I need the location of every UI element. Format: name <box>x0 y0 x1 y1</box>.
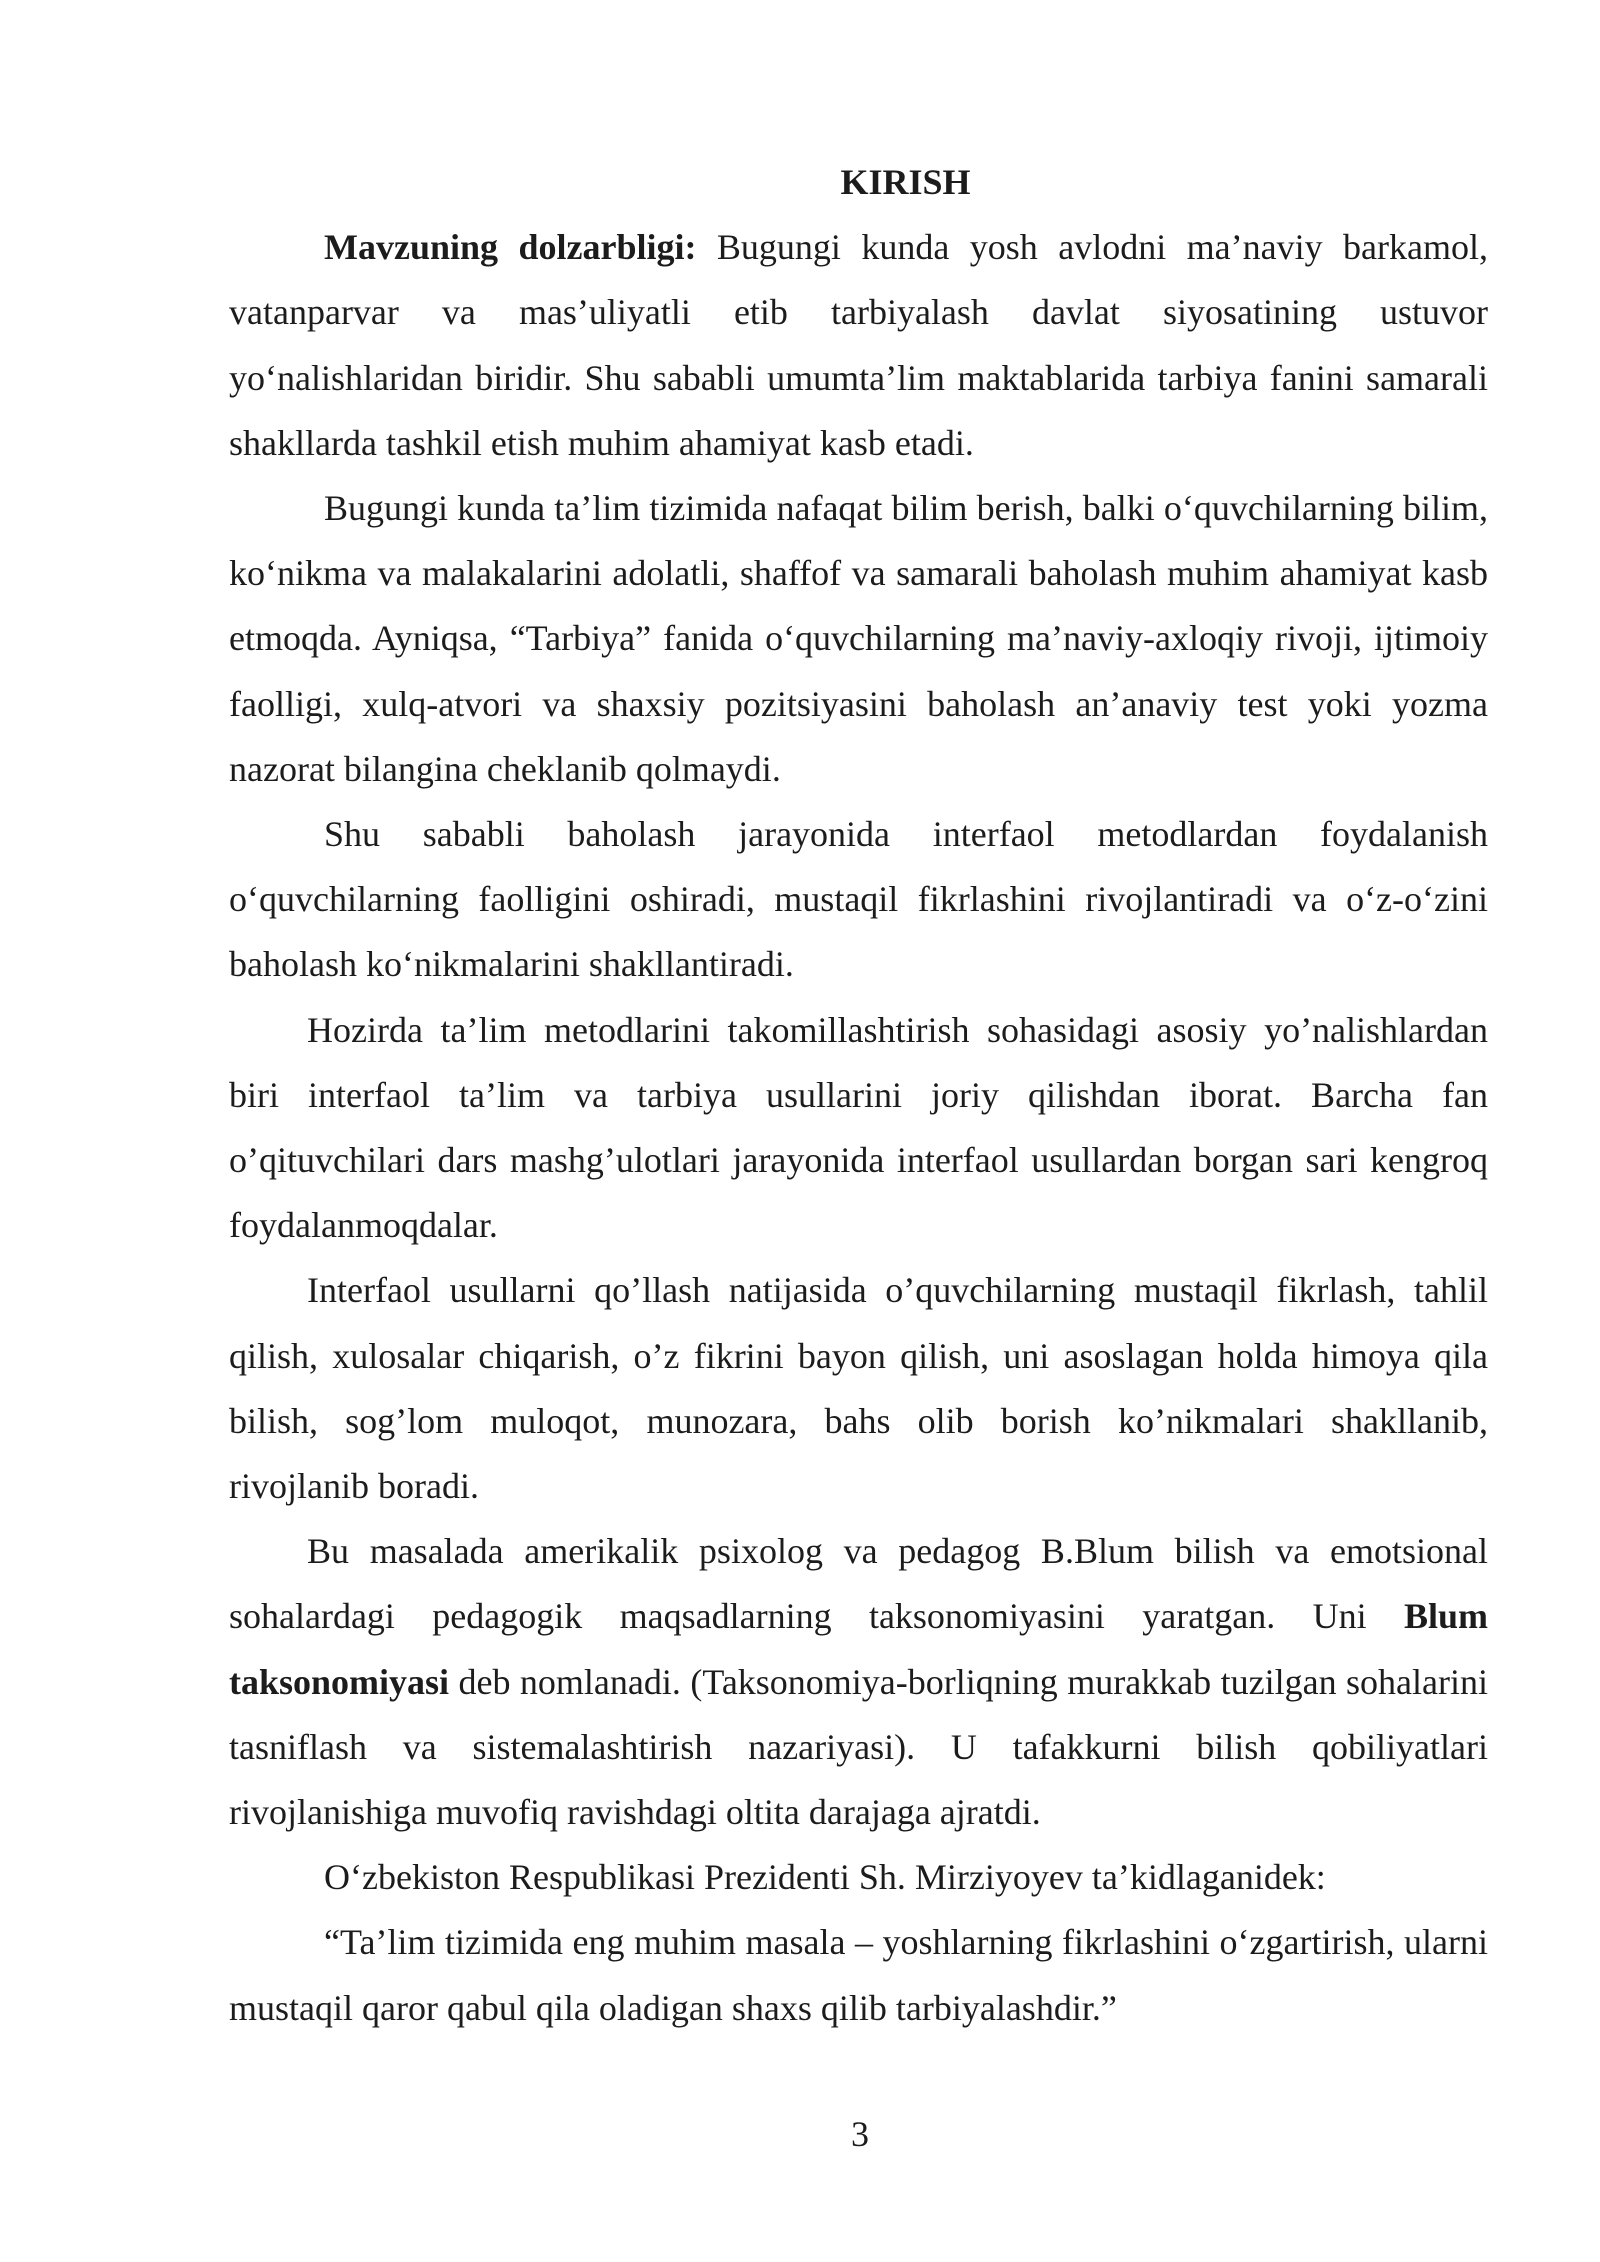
paragraph-relevance <box>229 215 1488 476</box>
bloom-term: Blum taksonomiyasi <box>229 1596 1488 1702</box>
bloom-text-after: deb nomlanadi. (Taksonomiya-borliqning murakkab tuzilgan sohalarini tasniflash va sistemalashtirish nazariyasi). U tafakkurni bilish qobiliyatlari rivojlanishiga muvofiq ravishdagi oltita darajaga ajratdi. <box>229 1661 1488 1833</box>
paragraph-interactive-methods: Shu sababli baholash jarayonida interfaol metodlardan foydalanish o‘quvchilarning faolligini oshiradi, mustaqil fikrlashini rivojlantiradi va o‘z-o‘zini baholash ko‘nikmalarini shakllantiradi. <box>229 814 1488 985</box>
page-number: 3 <box>851 2114 869 2154</box>
paragraph-improvement: Hozirda ta’lim metodlarini takomillashtirish sohasidagi asosiy yo’nalishlardan biri interfaol ta’lim va tarbiya usullarini joriy qilishdan iborat. Barcha fan o’qituvchilari dars mashg’ulotlari jarayonida interfaol usullardan borgan sari kengroq foydalanmoqdalar. <box>229 1009 1488 1246</box>
bloom-text-before: Bu masalada amerikalik psixolog va pedagog B.Blum bilish va emotsional sohalardagi pedagogik maqsadlarning taksonomiyasini yaratgan. Uni <box>229 1531 1488 1637</box>
paragraph-assessment: Bugungi kunda ta’lim tizimida nafaqat bilim berish, balki o‘quvchilarning bilim, ko‘nikma va malakalarini adolatli, shaffof va samarali baholash muhim ahamiyat kasb etmoqda. Ayniqsa, “Tarbiya” fanida o‘quvchilarning ma’naviy-axloqiy rivoji, ijtimoiy faolligi, xulq-atvori va shaxsiy pozitsiyasini baholash an’anaviy test yoki yozma nazorat bilangina cheklanib qolmaydi. <box>229 488 1488 789</box>
page-body <box>229 150 1488 2041</box>
paragraph-president-intro: O‘zbekiston Respublikasi Prezidenti Sh. Mirziyoyev ta’kidlaganidek: <box>324 1857 1326 1898</box>
relevance-text: Bugungi kunda yosh avlodni ma’naviy barkamol, vatanparvar va mas’uliyatli etib tarbiyalash davlat siyosatining ustuvor yo‘nalishlaridan biridir. Shu sababli umumta’lim maktablarida tarbiya fanini samarali shakllarda tashkil etish muhim ahamiyat kasb etadi. <box>229 227 1488 463</box>
section-title: KIRISH <box>840 162 971 202</box>
relevance-heading: Mavzuning dolzarbligi: <box>324 227 697 268</box>
paragraph-bloom <box>229 1519 1488 1845</box>
paragraph-quote: “Ta’lim tizimida eng muhim masala – yoshlarning fikrlashini o‘zgartirish, ularni mustaqil qaror qabul qila oladigan shaxs qilib tarbiyalashdir.” <box>229 1922 1488 2028</box>
paragraph-outcomes: Interfaol usullarni qo’llash natijasida o’quvchilarning mustaqil fikrlash, tahlil qilish, xulosalar chiqarish, o’z fikrini bayon qilish, uni asoslagan holda himoya qila bilish, sog’lom muloqot, munozara, bahs olib borish ko’nikmalari shakllanib, rivojlanib boradi. <box>229 1270 1488 1507</box>
